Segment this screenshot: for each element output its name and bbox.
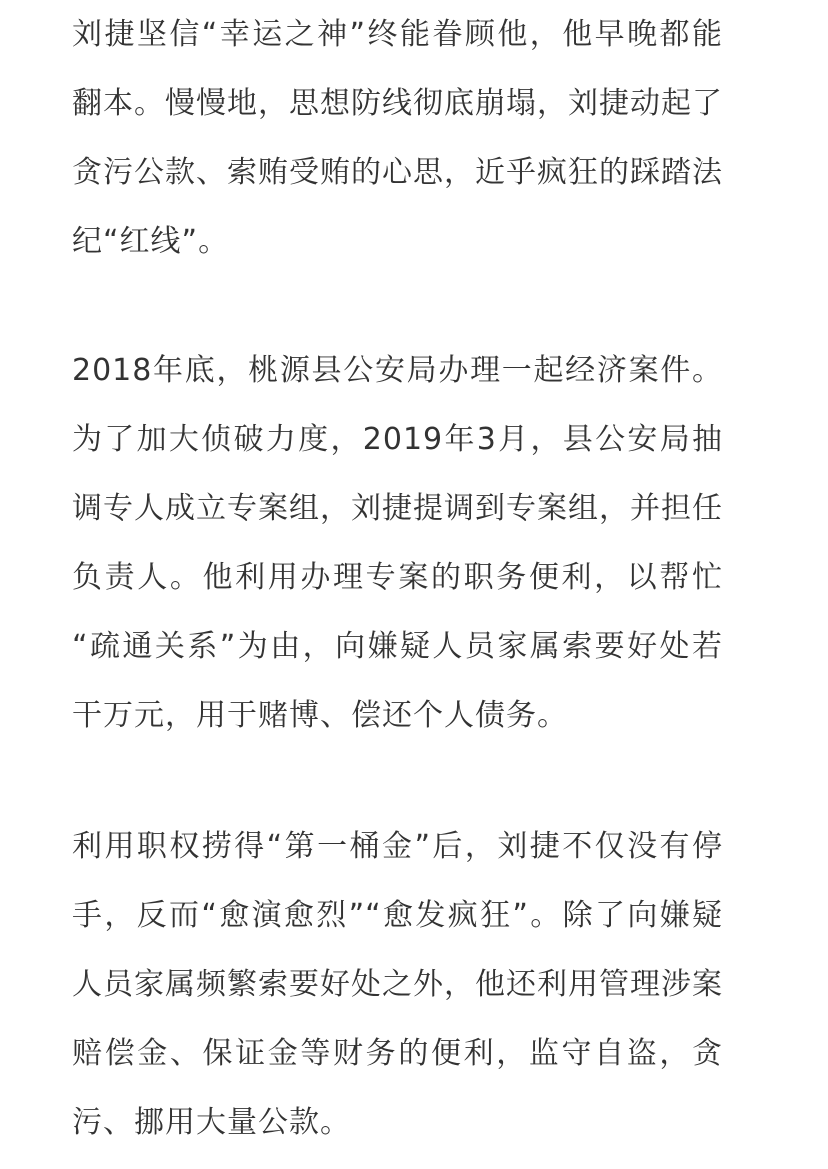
text-line: 2018年底，桃源县公安局办理一起经济案件。 — [72, 353, 723, 388]
text-line: 纪“红线”。 — [72, 224, 230, 259]
text-line: 翻本。慢慢地，思想防线彻底崩塌，刘捷动起了 — [72, 86, 723, 121]
paragraph — [72, 0, 723, 276]
paragraph — [72, 336, 723, 750]
text-line: “疏通关系”为由，向嫌疑人员家属索要好处若 — [72, 629, 723, 664]
text-line: 负责人。他利用办理专案的职务便利，以帮忙 — [72, 560, 723, 595]
text-line: 人员家属频繁索要好处之外，他还利用管理涉案 — [72, 967, 723, 1002]
text-line: 干万元，用于赌博、偿还个人债务。 — [72, 698, 568, 733]
text-line: 赔偿金、保证金等财务的便利，监守自盗，贪 — [72, 1036, 723, 1071]
text-line: 贪污公款、索贿受贿的心思，近乎疯狂的踩踏法 — [72, 155, 723, 190]
text-line: 为了加大侦破力度，2019年3月，县公安局抽 — [72, 422, 723, 457]
paragraph — [72, 812, 723, 1157]
text-line: 刘捷坚信“幸运之神”终能眷顾他，他早晚都能 — [72, 17, 723, 52]
text-line: 污、挪用大量公款。 — [72, 1105, 351, 1140]
text-line: 调专人成立专案组，刘捷提调到专案组，并担任 — [72, 491, 723, 526]
text-line: 手，反而“愈演愈烈”“愈发疯狂”。除了向嫌疑 — [72, 898, 723, 933]
text-line: 利用职权捞得“第一桶金”后，刘捷不仅没有停 — [72, 829, 723, 864]
